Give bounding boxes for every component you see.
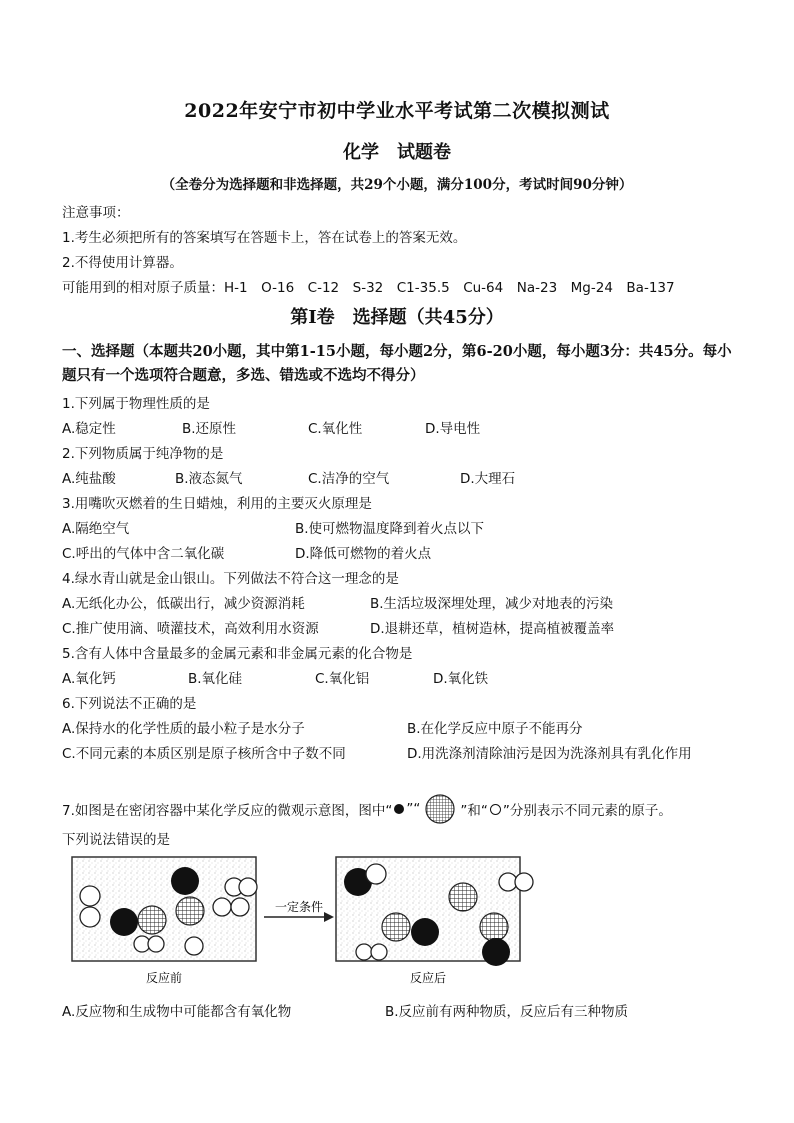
reaction-diagram bbox=[70, 854, 658, 989]
question-1-stem: 1.下列属于物理性质的是 bbox=[62, 396, 210, 412]
before-label: 反应前 bbox=[145, 971, 183, 985]
question-4-stem: 4.绿水青山就是金山银山。下列做法不符合这一理念的是 bbox=[62, 571, 399, 587]
question-7-stem-part1: 7.如图是在密闭容器中某化学反应的微观示意图，图中“ bbox=[62, 803, 393, 819]
instructions-heading: 注意事项： bbox=[62, 205, 130, 221]
question-7-stem-part2: ”“ bbox=[406, 801, 421, 817]
question-1-option-a: A.稳定性 bbox=[62, 421, 116, 437]
question-3-option-d: D.降低可燃物的着火点 bbox=[295, 546, 432, 562]
question-5-stem: 5.含有人体中含量最多的金属元素和非金属元素的化合物是 bbox=[62, 646, 413, 662]
question-3-option-a: A.隔绝空气 bbox=[62, 521, 130, 537]
question-1-option-d: D.导电性 bbox=[425, 421, 481, 437]
white-atom-icon bbox=[490, 804, 501, 815]
arrow-label: 一定条件 bbox=[274, 900, 324, 914]
section-description: 一、选择题（本题共20小题，其中第1-15小题，每小题2分，第6-20小题，每小题3分：共45分。每小题只有一个选项符合题意，多选、错选或不选均不得分） bbox=[62, 343, 732, 384]
question-5-option-c: C.氧化铝 bbox=[315, 671, 370, 687]
exam-title: 2022年安宁市初中学业水平考试第二次模拟测试 bbox=[184, 100, 610, 122]
question-4-option-a: A.无纸化办公，低碳出行，减少资源消耗 bbox=[62, 596, 305, 612]
question-2-option-d: D.大理石 bbox=[460, 471, 516, 487]
exam-subtitle: 化学 试题卷 bbox=[343, 142, 451, 163]
question-3-option-b: B.使可燃物温度降到着火点以下 bbox=[295, 521, 485, 537]
exam-note: （全卷分为选择题和非选择题，共29个小题，满分100分，考试时间90分钟） bbox=[161, 177, 633, 193]
question-7-option-a: A.反应物和生成物中可能都含有氧化物 bbox=[62, 1004, 292, 1020]
question-4-option-d: D.退耕还草，植树造林，提高植被覆盖率 bbox=[370, 621, 615, 637]
question-3-option-c: C.呼出的气体中含二氧化碳 bbox=[62, 546, 225, 562]
black-atom-icon bbox=[394, 804, 404, 814]
question-6-option-c: C.不同元素的本质区别是原子核所含中子数不同 bbox=[62, 746, 346, 762]
question-1-option-c: C.氧化性 bbox=[308, 421, 363, 437]
question-7-stem bbox=[62, 793, 672, 825]
instruction-item-1: 1.考生必须把所有的答案填写在答题卡上，答在试卷上的答案无效。 bbox=[62, 230, 467, 246]
question-7-stem-part3: ”和“ bbox=[460, 803, 488, 819]
question-7-option-b: B.反应前有两种物质，反应后有三种物质 bbox=[385, 1004, 629, 1020]
question-6-option-a: A.保持水的化学性质的最小粒子是水分子 bbox=[62, 721, 305, 737]
question-2-stem: 2.下列物质属于纯净物的是 bbox=[62, 446, 224, 462]
hatched-atom-icon bbox=[424, 793, 456, 825]
question-2-option-a: A.纯盐酸 bbox=[62, 471, 116, 487]
question-6-option-b: B.在化学反应中原子不能再分 bbox=[407, 721, 583, 737]
question-6-stem: 6.下列说法不正确的是 bbox=[62, 696, 197, 712]
question-3-stem: 3.用嘴吹灭燃着的生日蜡烛，利用的主要灭火原理是 bbox=[62, 496, 372, 512]
question-2-option-b: B.液态氮气 bbox=[175, 471, 243, 487]
atomic-masses: 可能用到的相对原子质量：H-1 O-16 C-12 S-32 C1-35.5 Cu-64 Na-23 Mg-24 Ba-137 bbox=[62, 280, 675, 296]
question-5-option-b: B.氧化硅 bbox=[188, 671, 243, 687]
question-7-stem-line2: 下列说法错误的是 bbox=[62, 832, 170, 848]
instruction-item-2: 2.不得使用计算器。 bbox=[62, 255, 183, 271]
question-4-option-c: C.推广使用滴、喷灌技术，高效利用水资源 bbox=[62, 621, 319, 637]
question-4-option-b: B.生活垃圾深埋处理，减少对地表的污染 bbox=[370, 596, 614, 612]
after-label: 反应后 bbox=[409, 971, 447, 985]
question-1-option-b: B.还原性 bbox=[182, 421, 237, 437]
question-5-option-d: D.氧化铁 bbox=[433, 671, 489, 687]
section-title: 第Ⅰ卷 选择题（共45分） bbox=[290, 307, 504, 328]
question-6-option-d: D.用洗涤剂清除油污是因为洗涤剂具有乳化作用 bbox=[407, 746, 692, 762]
question-7-stem-part4: ”分别表示不同元素的原子。 bbox=[502, 803, 672, 819]
question-5-option-a: A.氧化钙 bbox=[62, 671, 116, 687]
question-2-option-c: C.洁净的空气 bbox=[308, 471, 390, 487]
